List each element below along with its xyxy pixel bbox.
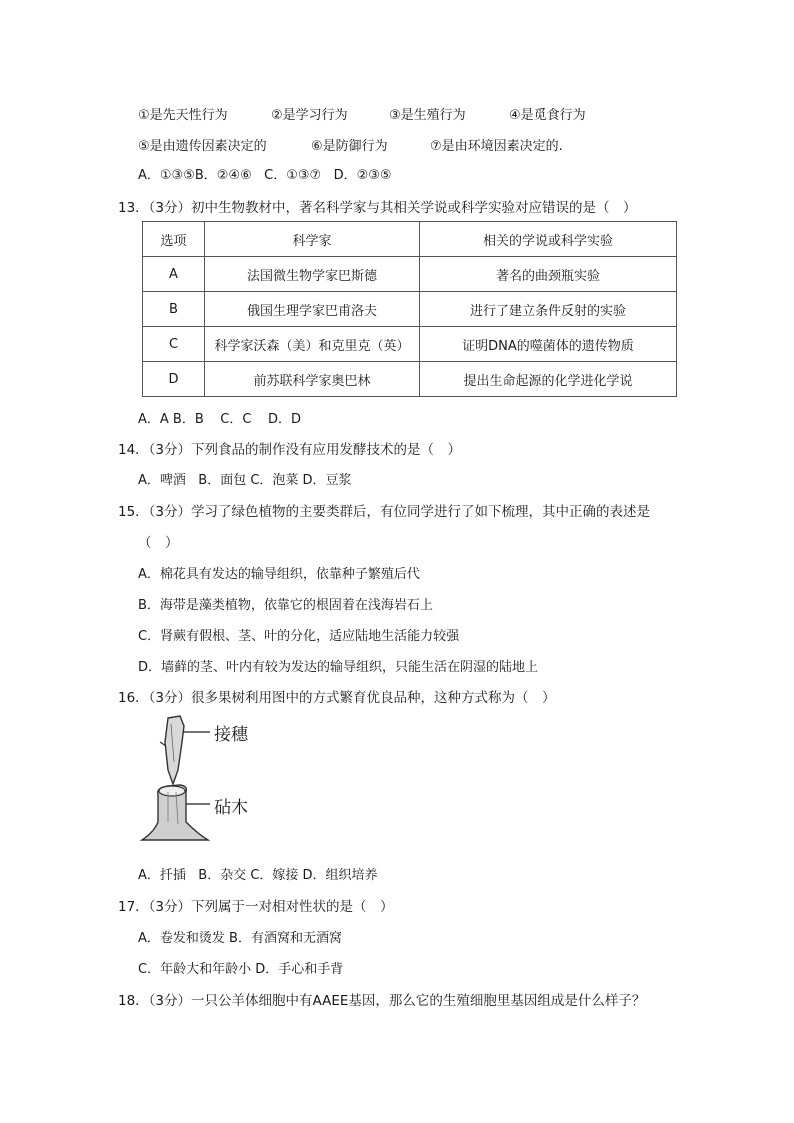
table-cell: 进行了建立条件反射的实验 — [420, 292, 677, 327]
q12-choice-4: ④是觅食行为 — [509, 108, 586, 123]
q17-options-row2: C．年龄大和年龄小 D．手心和手背 — [138, 962, 344, 977]
q15-option-b: B．海带是藻类植物，依靠它的根固着在浅海岩石上 — [138, 598, 433, 613]
q13-stem: 13．（3分）初中生物教材中，著名科学家与其相关学说或科学实验对应错误的是（ ） — [118, 200, 637, 216]
table-cell: C — [143, 327, 205, 362]
table-cell: 俄国生理学家巴甫洛夫 — [205, 292, 420, 327]
table-row — [143, 362, 677, 397]
table-cell: B — [143, 292, 205, 327]
q16-options: A．扦插 B．杂交 C．嫁接 D．组织培养 — [138, 868, 378, 883]
table-header-cell: 选项 — [143, 222, 205, 257]
q16-stem: 16．（3分）很多果树利用图中的方式繁育优良品种，这种方式称为（ ） — [118, 690, 556, 706]
q12-options: A．①③⑤B．②④⑥ C．①③⑦ D．②③⑤ — [138, 168, 392, 183]
q13-options: A．A B．B C．C D．D — [138, 412, 301, 427]
q12-choice-6: ⑥是防御行为 — [311, 139, 388, 154]
grafting-figure — [138, 712, 288, 850]
table-header-cell: 科学家 — [205, 222, 420, 257]
table-cell: 证明DNA的噬菌体的遗传物质 — [420, 327, 677, 362]
table-header-cell: 相关的学说或科学实验 — [420, 222, 677, 257]
q15-stem-cont: （ ） — [138, 535, 179, 551]
table-cell: 前苏联科学家奥巴林 — [205, 362, 420, 397]
scion-label: 接穗 — [214, 725, 248, 745]
q12-choice-5: ⑤是由遗传因素决定的 — [138, 139, 267, 154]
table-cell: A — [143, 257, 205, 292]
q15-option-c: C．肾蕨有假根、茎、叶的分化，适应陆地生活能力较强 — [138, 629, 460, 644]
grafting-illustration — [138, 712, 288, 850]
table-cell: 著名的曲颈瓶实验 — [420, 257, 677, 292]
q18-stem: 18．（3分）一只公羊体细胞中有AAEE基因，那么它的生殖细胞里基因组成是什么样子？ — [118, 993, 646, 1009]
table-row — [143, 327, 677, 362]
q17-options-row1: A．卷发和烫发 B．有酒窝和无酒窝 — [138, 931, 342, 946]
table-cell: 提出生命起源的化学进化学说 — [420, 362, 677, 397]
q13-table — [142, 221, 677, 397]
table-cell: D — [143, 362, 205, 397]
scion-shape — [165, 716, 184, 784]
q15-option-d: D．墙藓的茎、叶内有较为发达的输导组织，只能生活在阴湿的陆地上 — [138, 660, 539, 675]
table-cell: 法国微生物学家巴斯德 — [205, 257, 420, 292]
table-row — [143, 292, 677, 327]
q15-stem: 15．（3分）学习了绿色植物的主要类群后，有位同学进行了如下梳理，其中正确的表述是 — [118, 504, 651, 520]
q17-stem: 17．（3分）下列属于一对相对性状的是（ ） — [118, 899, 394, 915]
table-header-row — [143, 222, 677, 257]
q15-option-a: A．棉花具有发达的输导组织，依靠种子繁殖后代 — [138, 567, 420, 582]
q12-choice-3: ③是生殖行为 — [389, 108, 466, 123]
q12-choice-7: ⑦是由环境因素决定的. — [430, 139, 563, 154]
table-cell: 科学家沃森（美）和克里克（英） — [205, 327, 420, 362]
table-row — [143, 257, 677, 292]
q12-choice-2: ②是学习行为 — [271, 108, 348, 123]
q14-options: A．啤酒 B．面包 C．泡菜 D．豆浆 — [138, 473, 352, 488]
q12-choice-1: ①是先天性行为 — [138, 108, 228, 123]
stock-label: 砧木 — [214, 798, 248, 818]
q14-stem: 14．（3分）下列食品的制作没有应用发酵技术的是（ ） — [118, 442, 462, 458]
